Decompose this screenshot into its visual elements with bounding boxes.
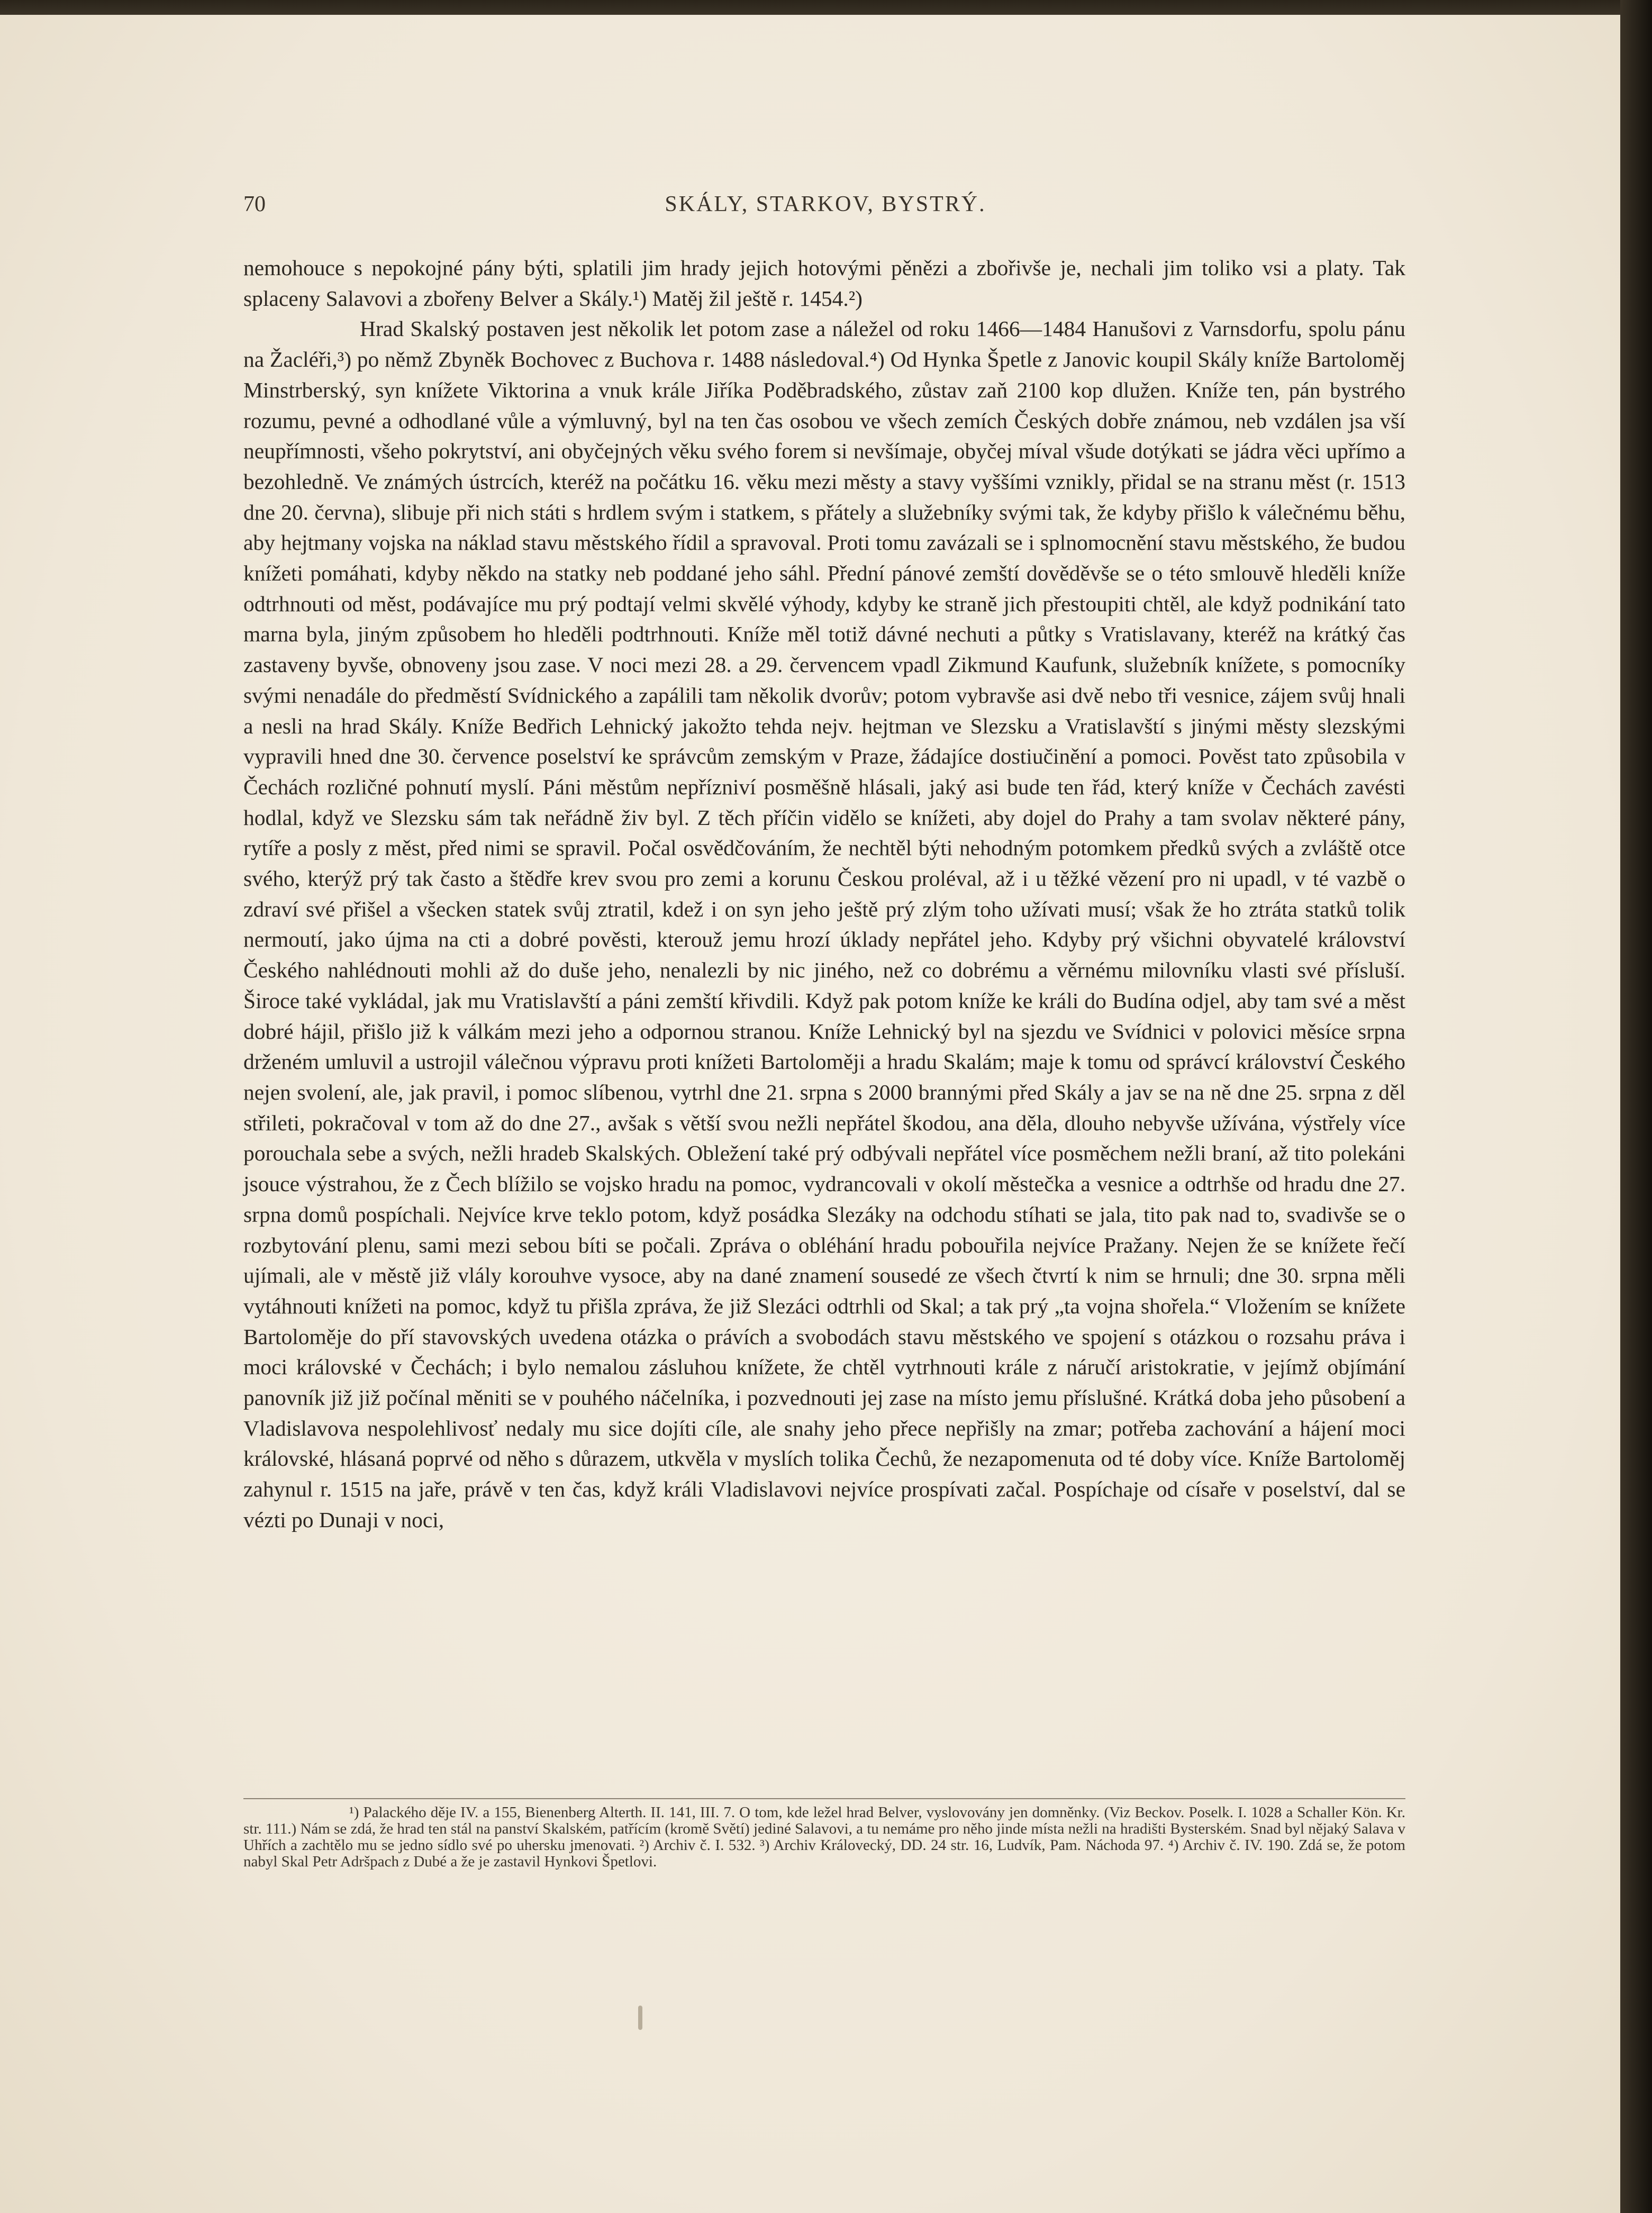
page-number: 70 <box>243 192 266 216</box>
paragraph-2: Hrad Skalský postaven jest několik let potom zase a náležel od roku 1466—1484 Hanušovi z Varnsdorfu, spolu pánu na Žacléři,³) po němž Zbyněk Bochovec z Buchova r. 1488 následoval.⁴) Od Hynka Špetle z Janovic koupil Skály kníže Bartoloměj Minstrberský, syn knížete Viktorina a vnuk krále Jiříka Poděbradského, zůstav zaň 2100 kop dlužen. Kníže ten, pán bystrého rozumu, pevné a odhodlané vůle a výmluvný, byl na ten čas osobou ve všech zemích Českých dobře známou, neb vzdálen jsa vší neupřímnosti, všeho pokrytství, ani obyčejných věku svého forem si nevšímaje, obyčej míval všude dotýkati se jádra věci upřímo a bezohledně. Ve známých ústrcích, kteréž na počátku 16. věku mezi městy a stavy vyššími vznikly, přidal se na stranu měst (r. 1513 dne 20. června), slibuje při nich státi s hrdlem svým i statkem, s přátely a služebníky svými tak, že kdyby přišlo k válečnému běhu, aby hejtmany vojska na náklad stavu městského řídil a spravoval. Proti tomu zavázali se i splnomocnění stavu městského, že budou knížeti pomáhati, kdyby někdo na statky neb poddané jeho sáhl. Přední pánové zemští dověděvše se o této smlouvě hleděli kníže odtrhnouti od měst, podávajíce mu prý podtají velmi skvělé výhody, kdyby ke straně jich přestoupiti chtěl, ale když podnikání tato marna byla, jiným způsobem ho hleděli podtrhnouti. Kníže měl totiž dávné nechuti a půtky s Vratislavany, kteréž na krátký čas zastaveny byvše, obnoveny jsou zase. V noci mezi 28. a 29. červencem vpadl Zikmund Kaufunk, služebník knížete, s pomocníky svými nenadále do předměstí Svídnického a zapálili tam několik dvorův; potom vybravše asi dvě nebo tři vesnice, zájem svůj hnali a nesli na hrad Skály. Kníže Bedřich Lehnický jakožto tehda nejv. hejtman ve Slezsku a Vratislavští s jinými městy slezskými vypravili hned dne 30. července poselství ke správcům zemským v Praze, žádajíce dostiučinění a pomoci. Pověst tato způsobila v Čechách rozličné pohnutí myslí. Páni městům nepřízniví posměšně hlásali, jaký asi bude ten řád, který kníže v Čechách zavésti hodlal, když ve Slezsku sám tak neřádně živ byl. Z těch příčin vidělo se knížeti, aby dojel do Prahy a tam svolav některé pány, rytíře a posly z měst, před nimi se spravil. Počal osvědčováním, že nechtěl býti nehodným potomkem předků svých a zvláště otce svého, kterýž prý tak často a štědře krev svou pro zemi a korunu Českou proléval, až i u těžké vězení pro ni upadl, v té vazbě o zdraví své přišel a všecken statek svůj ztratil, kdež i on syn jeho ještě prý zlým toho užívati musí; však že ho ztráta statků tolik nermoutí, jako újma na cti a dobré pověsti, kterouž jemu hrozí úklady nepřátel jeho. Kdyby prý všichni obyvatelé království Českého nahlédnouti mohli až do duše jeho, nenalezli by nic jiného, než co dobrému a věrnému milovníku vlasti své přísluší. Široce také vykládal, jak mu Vratislavští a páni zemští křivdili. Když pak potom kníže ke králi do Budína odjel, aby tam své a měst dobré hájil, přišlo již k válkám mezi jeho a odpornou stranou. Kníže Lehnický byl na sjezdu ve Svídnici v polovici měsíce srpna drženém umluvil a ustrojil válečnou výpravu proti knížeti Bartoloměji a hradu Skalám; maje k tomu od správcí království Českého nejen svolení, ale, jak pravil, i pomoc slíbenou, vytrhl dne 21. srpna s 2000 brannými před Skály a jav se na ně dne 25. srpna z děl střileti, pokračoval v tom až do dne 27., avšak s větší svou nežli nepřátel škodou, ana děla, dlouho nebyvše užívána, výstřely více porouchala sebe a svých, nežli hradeb Skalských. Obležení také prý odbývali nepřátel více posměchem nežli braní, až tito polekáni jsouce výstrahou, že z Čech blížilo se vojsko hradu na pomoc, vydrancovali v okolí městečka a vesnice a odtrhše od hradu dne 27. srpna domů pospíchali. Nejvíce krve teklo potom, když posádka Slezáky na odchodu stíhati se jala, tito pak nad to, svadivše se o rozbytování plenu, sami mezi sebou bíti se počali. Zpráva o obléhání hradu pobouřila nejvíce Pražany. Nejen že se knížete řečí ujímali, ale v městě již vlály korouhve vysoce, aby na dané znamení sousedé ze všech čtvrtí k nim se hrnuli; dne 30. srpna měli vytáhnouti knížeti na pomoc, když tu přišla zpráva, že již Slezáci odtrhli od Skal; a tak prý „ta vojna shořela.“ Vložením se knížete Bartoloměje do pří stavovských uvedena otázka o právích a svobodách stavu městského ve spojení s otázkou o rozsahu práva i moci královské v Čechách; i bylo nemalou zásluhou knížete, že chtěl vytrhnouti krále z náručí aristokratie, v jejímž objímání panovník již již počínal měniti se v pouhého náčelníka, i pozvednouti jej zase na místo jemu příslušné. Krátká doba jeho působení a Vladislavova nespolehlivosť nedaly mu sice dojíti cíle, ale snahy jeho přece nepřišly na zmar; potřeba zachování a hájení moci královské, hlásaná poprvé od něho s důrazem, utkvěla v myslích tolika Čechů, že nezapomenuta od té doby více. Kníže Bartoloměj zahynul r. 1515 na jaře, právě v ten čas, když králi Vladislavovi nejvíce prospívati začal. Pospíchaje od císaře v poselství, dal se vézti po Dunaji v noci, <box>243 316 1405 1532</box>
running-title: SKÁLY, STARKOV, BYSTRÝ. <box>665 192 986 216</box>
page-smudge <box>638 2006 642 2030</box>
paragraph-1: nemohouce s nepokojné pány býti, splatili jim hrady jejich hotovými pěnězi a zbořivše je, nechali jim toliko vsi a platy. Tak splaceny Salavovi a zbořeny Belver a Skály.¹) Matěj žil ještě r. 1454.²) <box>243 256 1405 311</box>
page-right-edge <box>1620 0 1652 2213</box>
body-text <box>243 253 1405 1536</box>
footnote-text: ¹) Palackého děje IV. a 155, Bienenberg Alterth. II. 141, III. 7. O tom, kde ležel hrad Belver, vyslovovány jen domněnky. (Viz Beckov. Poselk. I. 1028 a Schaller Kön. Kr. str. 111.) Nám se zdá, že hrad ten stál na panství Skalském, patřícím (kromě Světí) jediné Salavovi, a tu nemáme pro něho jinde místa nežli na hradišti Bysterském. Snad byl nějaký Salava v Uhřích a zachtělo mu se jedno sídlo své po uhersku jmenovati. ²) Archiv č. I. 532. ³) Archiv Královecký, DD. 24 str. 16, Ludvík, Pam. Náchoda 97. ⁴) Archiv č. IV. 190. Zdá se, že potom nabyl Skal Petr Adršpach z Dubé a že je zastavil Hynkovi Špetlovi. <box>243 1804 1405 1870</box>
page-header <box>243 192 1408 229</box>
page-top-edge <box>0 0 1620 15</box>
footnotes <box>243 1804 1405 1870</box>
footnote-divider <box>243 1798 1405 1799</box>
